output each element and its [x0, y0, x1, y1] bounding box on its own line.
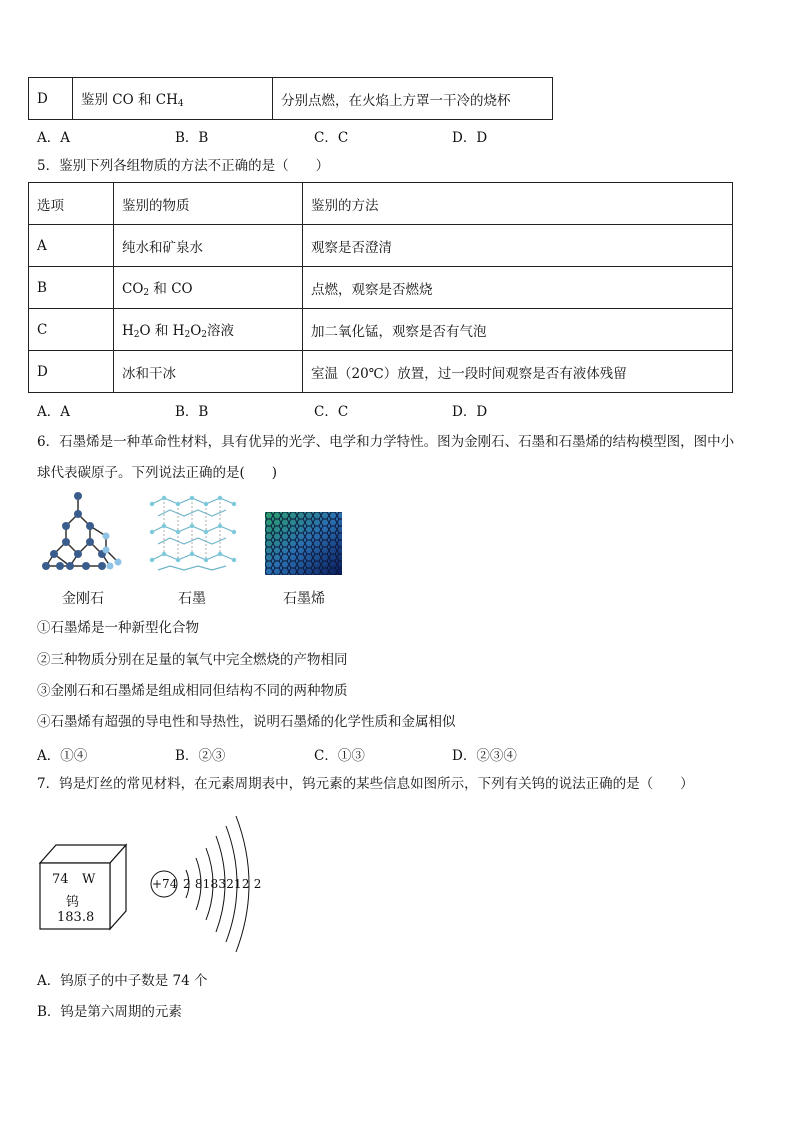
q5-option-a[interactable]: A．A	[37, 404, 70, 420]
q7-option-a[interactable]: A．钨原子的中子数是 74 个	[37, 973, 208, 989]
q5-row-d-method: 室温（20℃）放置，过一段时间观察是否有液体残留	[303, 351, 733, 393]
q5-row-a-substances: 纯水和矿泉水	[114, 225, 303, 267]
q5-option-c[interactable]: C．C	[314, 404, 349, 420]
q5-row-c-option: C	[29, 309, 114, 351]
q7-option-b[interactable]: B．钨是第六周期的元素	[37, 1004, 182, 1020]
element-mass: 183.8	[57, 910, 95, 925]
table-row	[29, 225, 733, 267]
q7-stem: 7．钨是灯丝的常见材料，在元素周期表中，钨元素的某些信息如图所示，下列有关钨的说法正确的是（ ）	[37, 776, 694, 792]
table-row	[29, 78, 553, 120]
graphite-caption: 石墨	[178, 591, 206, 607]
graphite-structure-image	[148, 494, 240, 574]
element-symbol: W	[82, 872, 96, 887]
graphene-structure-image	[265, 512, 342, 575]
q4-option-b[interactable]: B．B	[175, 130, 209, 146]
diamond-structure-image	[40, 490, 125, 575]
table-row	[29, 309, 733, 351]
element-atomic-number: 74	[52, 872, 69, 887]
q4-option-d[interactable]: D．D	[452, 130, 488, 146]
q5-row-a-method: 观察是否澄清	[303, 225, 733, 267]
q6-statement-1: ①石墨烯是一种新型化合物	[37, 620, 199, 636]
q5-row-d-substances: 冰和干冰	[114, 351, 303, 393]
table-row	[29, 267, 733, 309]
q5-row-b-option: B	[29, 267, 114, 309]
q6-option-d[interactable]: D．②③④	[452, 748, 517, 764]
electron-shells: 2 8183212 2	[183, 877, 262, 891]
q4-row-d-method: 分别点燃，在火焰上方罩一干冷的烧杯	[273, 78, 553, 120]
q5-header-option: 选项	[29, 183, 114, 225]
q5-table	[28, 182, 733, 393]
table-row	[29, 183, 733, 225]
diamond-caption: 金刚石	[62, 591, 104, 607]
q6-statement-3: ③金刚石和石墨烯是组成相同但结构不同的两种物质	[37, 683, 348, 699]
graphene-caption: 石墨烯	[283, 591, 325, 607]
element-name: 钨	[66, 895, 80, 910]
q4-row-d-option: D	[29, 78, 73, 120]
q5-option-d[interactable]: D．D	[452, 404, 488, 420]
q5-header-substances: 鉴别的物质	[114, 183, 303, 225]
q5-stem: 5．鉴别下列各组物质的方法不正确的是（ ）	[37, 158, 330, 174]
q4-option-c[interactable]: C．C	[314, 130, 349, 146]
q5-row-c-method: 加二氧化锰，观察是否有气泡	[303, 309, 733, 351]
q6-statement-4: ④石墨烯有超强的导电性和导热性，说明石墨烯的化学性质和金属相似	[37, 714, 456, 730]
q5-header-method: 鉴别的方法	[303, 183, 733, 225]
q4-row-d-substances: 鉴别 CO 和 $CH_4$	[73, 78, 273, 120]
q6-stem-line2: 球代表碳原子。下列说法正确的是( )	[37, 465, 278, 481]
q6-stem-line1: 6．石墨烯是一种革命性材料，具有优异的光学、电学和力学特性。图为金刚石、石墨和石墨烯的结构模型图，图中小	[37, 434, 735, 450]
q6-option-c[interactable]: C．①③	[314, 748, 365, 764]
q4-option-a[interactable]: A．A	[37, 130, 70, 146]
q6-statement-2: ②三种物质分别在足量的氧气中完全燃烧的产物相同	[37, 652, 348, 668]
q5-row-b-method: 点燃，观察是否燃烧	[303, 267, 733, 309]
q4-table	[28, 77, 553, 120]
nucleus-charge: +74	[152, 877, 178, 891]
q5-row-a-option: A	[29, 225, 114, 267]
table-row	[29, 351, 733, 393]
q6-option-b[interactable]: B．②③	[175, 748, 226, 764]
q5-row-c-substances: $H_2O$ 和 $H_2O_2$溶液	[114, 309, 303, 351]
q5-option-b[interactable]: B．B	[175, 404, 209, 420]
q6-option-a[interactable]: A．①④	[37, 748, 88, 764]
q5-row-d-option: D	[29, 351, 114, 393]
q5-row-b-substances: $CO_2$ 和 CO	[114, 267, 303, 309]
